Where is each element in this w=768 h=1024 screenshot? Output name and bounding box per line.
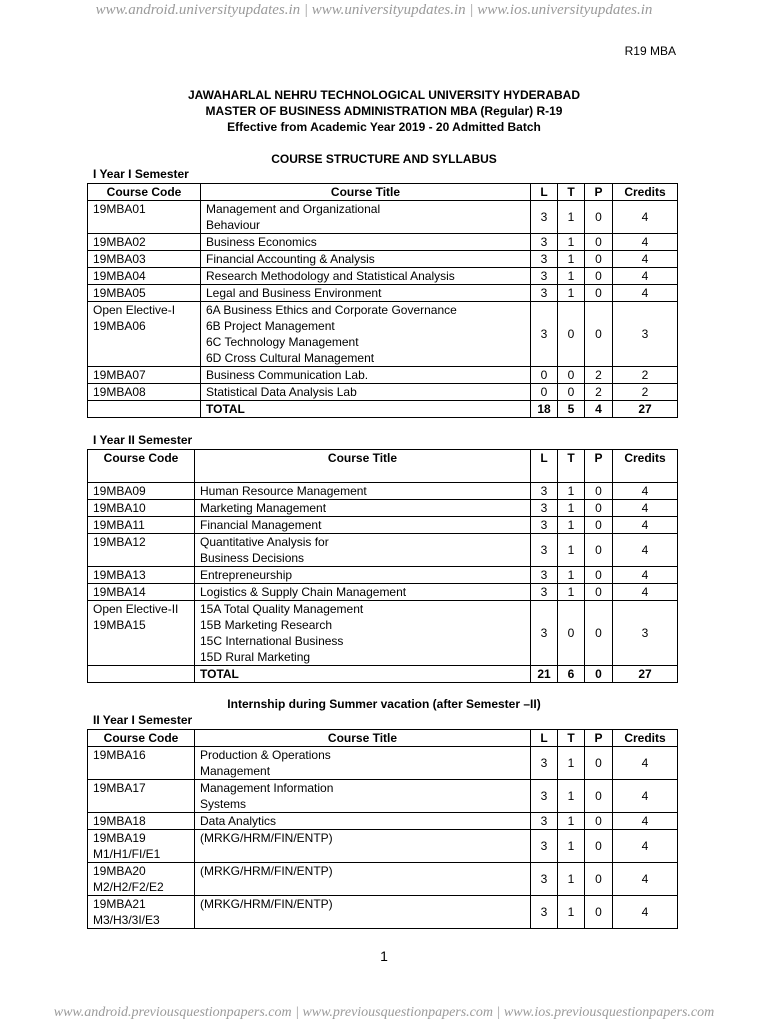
course-code-cell bbox=[88, 517, 195, 534]
effective-year: Effective from Academic Year 2019 - 20 Admitted Batch bbox=[227, 120, 541, 134]
course-title: Management Information bbox=[200, 781, 334, 795]
column-p: P bbox=[585, 730, 613, 747]
course-code-cell bbox=[88, 813, 195, 830]
table-row bbox=[88, 268, 678, 285]
credits: 4 bbox=[613, 483, 678, 500]
column-l: L bbox=[531, 730, 558, 747]
course-code-cell bbox=[88, 500, 195, 517]
credits: 4 bbox=[613, 500, 678, 517]
course-code-cell bbox=[88, 302, 201, 367]
column-credits: Credits bbox=[613, 184, 678, 201]
course-code-cell bbox=[88, 268, 201, 285]
column-course-title: Course Title bbox=[195, 450, 531, 483]
tutorial-hours: 1 bbox=[558, 268, 585, 285]
column-l: L bbox=[531, 184, 558, 201]
course-title: Financial Accounting & Analysis bbox=[206, 252, 375, 266]
practical-hours: 0 bbox=[585, 285, 613, 302]
course-title-cell bbox=[195, 780, 531, 813]
course-code-cell bbox=[88, 251, 201, 268]
internship-note: Internship during Summer vacation (after Semester –II) bbox=[227, 697, 541, 711]
course-title: Management and Organizational bbox=[206, 202, 381, 216]
semester-2-table bbox=[87, 449, 678, 683]
course-code: 19MBA01 bbox=[93, 202, 146, 216]
course-title: Entrepreneurship bbox=[200, 568, 293, 582]
course-code-cell bbox=[88, 384, 201, 401]
course-code-cell bbox=[88, 285, 201, 302]
course-code: 19MBA09 bbox=[93, 484, 146, 498]
practical-hours: 0 bbox=[585, 584, 613, 601]
lecture-hours: 3 bbox=[531, 534, 558, 567]
course-title: Logistics & Supply Chain Management bbox=[200, 585, 407, 599]
course-title-cell bbox=[195, 500, 531, 517]
table-header-row bbox=[88, 730, 678, 747]
tutorial-hours: 1 bbox=[558, 483, 585, 500]
total-label: TOTAL bbox=[195, 666, 531, 683]
course-code-cell bbox=[88, 201, 201, 234]
course-title-cell bbox=[201, 384, 531, 401]
credits: 4 bbox=[613, 534, 678, 567]
document-title: COURSE STRUCTURE AND SYLLABUS bbox=[271, 152, 497, 166]
semester-3-title: II Year I Semester bbox=[93, 713, 193, 727]
course-code: 19MBA12 bbox=[93, 535, 146, 549]
tutorial-hours: 1 bbox=[558, 500, 585, 517]
course-code: 19MBA04 bbox=[93, 269, 146, 283]
table-row bbox=[88, 896, 678, 929]
practical-hours: 0 bbox=[585, 302, 613, 367]
course-title: 15A Total Quality Management bbox=[200, 602, 364, 616]
total-tutorial: 5 bbox=[558, 401, 585, 418]
tutorial-hours: 0 bbox=[558, 302, 585, 367]
credits: 4 bbox=[613, 268, 678, 285]
course-code: 19MBA02 bbox=[93, 235, 146, 249]
total-lecture: 21 bbox=[531, 666, 558, 683]
practical-hours: 0 bbox=[585, 483, 613, 500]
course-title: (MRKG/HRM/FIN/ENTP) bbox=[200, 897, 333, 911]
course-title: Financial Management bbox=[200, 518, 322, 532]
course-title-cell bbox=[201, 251, 531, 268]
table-row bbox=[88, 830, 678, 863]
course-code-cell bbox=[88, 534, 195, 567]
total-credits: 27 bbox=[613, 401, 678, 418]
practical-hours: 0 bbox=[585, 896, 613, 929]
course-title: (MRKG/HRM/FIN/ENTP) bbox=[200, 831, 333, 845]
course-title-cell bbox=[195, 534, 531, 567]
course-title: Data Analytics bbox=[200, 814, 277, 828]
course-title-cell bbox=[195, 601, 531, 666]
course-code-cell bbox=[88, 567, 195, 584]
lecture-hours: 3 bbox=[531, 483, 558, 500]
tutorial-hours: 1 bbox=[558, 517, 585, 534]
course-code: M3/H3/3I/E3 bbox=[93, 913, 160, 927]
course-title-cell bbox=[195, 517, 531, 534]
credits: 4 bbox=[613, 830, 678, 863]
table-row bbox=[88, 500, 678, 517]
course-code-cell bbox=[88, 830, 195, 863]
course-title-cell bbox=[201, 268, 531, 285]
course-code-cell bbox=[88, 584, 195, 601]
credits: 4 bbox=[613, 813, 678, 830]
course-code: 19MBA08 bbox=[93, 385, 146, 399]
credits: 2 bbox=[613, 367, 678, 384]
course-code: M2/H2/F2/E2 bbox=[93, 880, 164, 894]
table-row bbox=[88, 367, 678, 384]
lecture-hours: 3 bbox=[531, 567, 558, 584]
tutorial-hours: 1 bbox=[558, 534, 585, 567]
table-row bbox=[88, 384, 678, 401]
table-row bbox=[88, 201, 678, 234]
credits: 4 bbox=[613, 584, 678, 601]
course-title: 6C Technology Management bbox=[206, 335, 359, 349]
practical-hours: 0 bbox=[585, 268, 613, 285]
table-row bbox=[88, 584, 678, 601]
credits: 4 bbox=[613, 780, 678, 813]
course-title: Systems bbox=[200, 797, 247, 811]
column-p: P bbox=[585, 184, 613, 201]
lecture-hours: 3 bbox=[531, 517, 558, 534]
course-code: 19MBA14 bbox=[93, 585, 146, 599]
practical-hours: 0 bbox=[585, 234, 613, 251]
table-row bbox=[88, 517, 678, 534]
regulation-tag: R19 MBA bbox=[624, 44, 676, 58]
tutorial-hours: 1 bbox=[558, 747, 585, 780]
practical-hours: 0 bbox=[585, 747, 613, 780]
table-header-row bbox=[88, 450, 678, 483]
course-code: 19MBA06 bbox=[93, 319, 146, 333]
table-row bbox=[88, 285, 678, 302]
course-code: 19MBA07 bbox=[93, 368, 146, 382]
course-title: 6B Project Management bbox=[206, 319, 335, 333]
lecture-hours: 3 bbox=[531, 780, 558, 813]
tutorial-hours: 1 bbox=[558, 234, 585, 251]
course-title: Statistical Data Analysis Lab bbox=[206, 385, 357, 399]
practical-hours: 0 bbox=[585, 601, 613, 666]
course-title: Marketing Management bbox=[200, 501, 327, 515]
tutorial-hours: 0 bbox=[558, 601, 585, 666]
course-title-cell bbox=[201, 234, 531, 251]
course-title-cell bbox=[201, 302, 531, 367]
page-number: 1 bbox=[380, 948, 388, 964]
course-title: Behaviour bbox=[206, 218, 261, 232]
column-t: T bbox=[558, 730, 585, 747]
column-course-title: Course Title bbox=[201, 184, 531, 201]
credits: 4 bbox=[613, 285, 678, 302]
tutorial-hours: 0 bbox=[558, 384, 585, 401]
practical-hours: 0 bbox=[585, 567, 613, 584]
table-row bbox=[88, 567, 678, 584]
lecture-hours: 3 bbox=[531, 251, 558, 268]
lecture-hours: 3 bbox=[531, 896, 558, 929]
course-title-cell bbox=[195, 584, 531, 601]
credits: 4 bbox=[613, 251, 678, 268]
course-code: Open Elective-I bbox=[93, 303, 176, 317]
course-title: Business Decisions bbox=[200, 551, 305, 565]
tutorial-hours: 1 bbox=[558, 251, 585, 268]
credits: 4 bbox=[613, 863, 678, 896]
practical-hours: 0 bbox=[585, 500, 613, 517]
credits: 4 bbox=[613, 747, 678, 780]
column-credits: Credits bbox=[613, 450, 678, 483]
table-row bbox=[88, 302, 678, 367]
total-row bbox=[88, 401, 678, 418]
course-title-cell bbox=[195, 830, 531, 863]
tutorial-hours: 1 bbox=[558, 201, 585, 234]
tutorial-hours: 1 bbox=[558, 863, 585, 896]
course-code: 19MBA17 bbox=[93, 781, 146, 795]
course-title-cell bbox=[201, 285, 531, 302]
course-title-cell bbox=[195, 567, 531, 584]
course-title: Business Economics bbox=[206, 235, 317, 249]
course-code: 19MBA18 bbox=[93, 814, 146, 828]
course-code-cell bbox=[88, 234, 201, 251]
semester-2-title: I Year II Semester bbox=[93, 433, 193, 447]
lecture-hours: 3 bbox=[531, 863, 558, 896]
course-code: M1/H1/FI/E1 bbox=[93, 847, 161, 861]
tutorial-hours: 1 bbox=[558, 567, 585, 584]
table-header-row bbox=[88, 184, 678, 201]
course-title-cell bbox=[201, 367, 531, 384]
practical-hours: 0 bbox=[585, 517, 613, 534]
course-code: 19MBA20 bbox=[93, 864, 146, 878]
column-course-code: Course Code bbox=[88, 450, 195, 483]
semester-3-table bbox=[87, 729, 678, 929]
lecture-hours: 3 bbox=[531, 234, 558, 251]
tutorial-hours: 1 bbox=[558, 584, 585, 601]
total-credits: 27 bbox=[613, 666, 678, 683]
column-t: T bbox=[558, 450, 585, 483]
course-code: 19MBA21 bbox=[93, 897, 146, 911]
course-title: Legal and Business Environment bbox=[206, 286, 382, 300]
credits: 4 bbox=[613, 567, 678, 584]
table-row bbox=[88, 780, 678, 813]
course-title-cell bbox=[195, 483, 531, 500]
lecture-hours: 0 bbox=[531, 384, 558, 401]
lecture-hours: 3 bbox=[531, 584, 558, 601]
tutorial-hours: 1 bbox=[558, 813, 585, 830]
course-title: Quantitative Analysis for bbox=[200, 535, 329, 549]
credits: 4 bbox=[613, 896, 678, 929]
course-code: 19MBA10 bbox=[93, 501, 146, 515]
lecture-hours: 3 bbox=[531, 747, 558, 780]
table-row bbox=[88, 251, 678, 268]
course-title: Production & Operations bbox=[200, 748, 331, 762]
semester-1-table bbox=[87, 183, 678, 418]
course-code: 19MBA16 bbox=[93, 748, 146, 762]
course-code-cell bbox=[88, 747, 195, 780]
course-code-cell bbox=[88, 367, 201, 384]
lecture-hours: 3 bbox=[531, 201, 558, 234]
credits: 2 bbox=[613, 384, 678, 401]
tutorial-hours: 1 bbox=[558, 896, 585, 929]
course-code: 19MBA15 bbox=[93, 618, 146, 632]
table-row bbox=[88, 601, 678, 666]
course-title: Management bbox=[200, 764, 271, 778]
course-code: 19MBA13 bbox=[93, 568, 146, 582]
table-row bbox=[88, 863, 678, 896]
course-code: 19MBA11 bbox=[93, 518, 145, 532]
column-l: L bbox=[531, 450, 558, 483]
table-row bbox=[88, 234, 678, 251]
watermark-bottom: www.android.previousquestionpapers.com | www.previousquestionpapers.com | www.ios.previousquestionpapers.com bbox=[53, 1005, 715, 1020]
column-t: T bbox=[558, 184, 585, 201]
course-title-cell bbox=[201, 201, 531, 234]
course-code-cell bbox=[88, 780, 195, 813]
course-title: Human Resource Management bbox=[200, 484, 367, 498]
credits: 4 bbox=[613, 517, 678, 534]
total-empty-cell bbox=[88, 401, 201, 418]
course-code-cell bbox=[88, 601, 195, 666]
credits: 4 bbox=[613, 201, 678, 234]
course-title: 15B Marketing Research bbox=[200, 618, 333, 632]
course-title: (MRKG/HRM/FIN/ENTP) bbox=[200, 864, 333, 878]
university-name: JAWAHARLAL NEHRU TECHNOLOGICAL UNIVERSITY HYDERABAD bbox=[187, 88, 581, 102]
table-row bbox=[88, 813, 678, 830]
lecture-hours: 0 bbox=[531, 367, 558, 384]
practical-hours: 2 bbox=[585, 367, 613, 384]
practical-hours: 0 bbox=[585, 780, 613, 813]
course-title: Business Communication Lab. bbox=[206, 368, 369, 382]
program-name: MASTER OF BUSINESS ADMINISTRATION MBA (Regular) R-19 bbox=[205, 104, 563, 118]
total-practical: 0 bbox=[585, 666, 613, 683]
total-empty-cell bbox=[88, 666, 195, 683]
semester-1-title: I Year I Semester bbox=[93, 167, 189, 181]
lecture-hours: 3 bbox=[531, 500, 558, 517]
practical-hours: 2 bbox=[585, 384, 613, 401]
watermark-top: www.android.universityupdates.in | www.universityupdates.in | www.ios.universityupdates.in bbox=[95, 2, 653, 18]
practical-hours: 0 bbox=[585, 251, 613, 268]
course-title-cell bbox=[195, 747, 531, 780]
practical-hours: 0 bbox=[585, 534, 613, 567]
practical-hours: 0 bbox=[585, 201, 613, 234]
course-code: Open Elective-II bbox=[93, 602, 179, 616]
lecture-hours: 3 bbox=[531, 813, 558, 830]
lecture-hours: 3 bbox=[531, 601, 558, 666]
lecture-hours: 3 bbox=[531, 830, 558, 863]
course-code-cell bbox=[88, 863, 195, 896]
lecture-hours: 3 bbox=[531, 268, 558, 285]
table-row bbox=[88, 534, 678, 567]
tutorial-hours: 1 bbox=[558, 830, 585, 863]
total-tutorial: 6 bbox=[558, 666, 585, 683]
column-course-code: Course Code bbox=[88, 184, 201, 201]
table-row bbox=[88, 747, 678, 780]
total-row bbox=[88, 666, 678, 683]
course-title: 15D Rural Marketing bbox=[200, 650, 311, 664]
course-code: 19MBA19 bbox=[93, 831, 146, 845]
tutorial-hours: 1 bbox=[558, 780, 585, 813]
column-p: P bbox=[585, 450, 613, 483]
lecture-hours: 3 bbox=[531, 302, 558, 367]
total-practical: 4 bbox=[585, 401, 613, 418]
course-title: 6A Business Ethics and Corporate Governance bbox=[206, 303, 457, 317]
column-credits: Credits bbox=[613, 730, 678, 747]
tutorial-hours: 0 bbox=[558, 367, 585, 384]
column-course-code: Course Code bbox=[88, 730, 195, 747]
course-title-cell bbox=[195, 896, 531, 929]
course-title: 6D Cross Cultural Management bbox=[206, 351, 375, 365]
practical-hours: 0 bbox=[585, 813, 613, 830]
credits: 3 bbox=[613, 302, 678, 367]
course-code-cell bbox=[88, 483, 195, 500]
course-title-cell bbox=[195, 863, 531, 896]
column-course-title: Course Title bbox=[195, 730, 531, 747]
total-label: TOTAL bbox=[201, 401, 531, 418]
table-row bbox=[88, 483, 678, 500]
credits: 3 bbox=[613, 601, 678, 666]
course-title: 15C International Business bbox=[200, 634, 344, 648]
total-lecture: 18 bbox=[531, 401, 558, 418]
course-code: 19MBA05 bbox=[93, 286, 146, 300]
lecture-hours: 3 bbox=[531, 285, 558, 302]
course-code-cell bbox=[88, 896, 195, 929]
practical-hours: 0 bbox=[585, 830, 613, 863]
credits: 4 bbox=[613, 234, 678, 251]
tutorial-hours: 1 bbox=[558, 285, 585, 302]
course-code: 19MBA03 bbox=[93, 252, 146, 266]
practical-hours: 0 bbox=[585, 863, 613, 896]
course-title: Research Methodology and Statistical Analysis bbox=[206, 269, 455, 283]
course-title-cell bbox=[195, 813, 531, 830]
